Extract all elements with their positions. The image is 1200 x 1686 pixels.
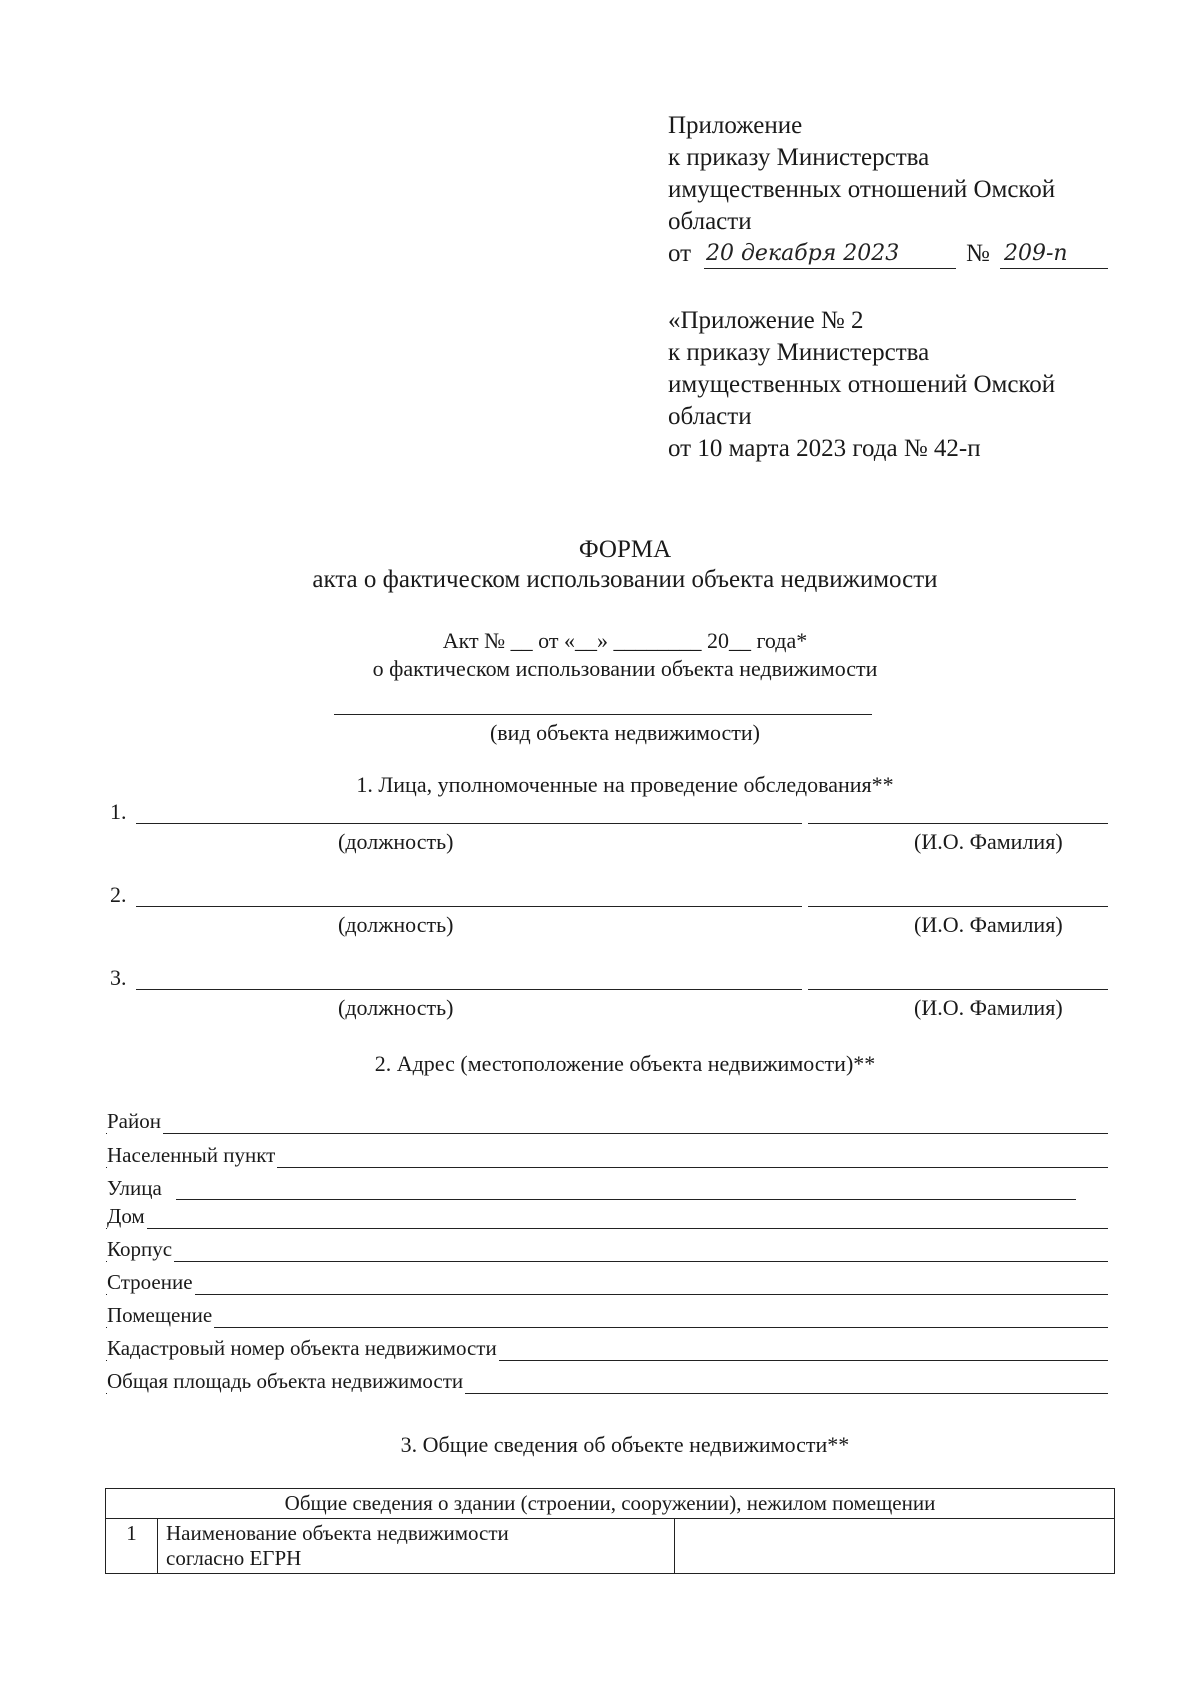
address-label: Строение — [107, 1270, 193, 1294]
address-line[interactable] — [106, 1294, 1108, 1295]
handwritten-number: 209-п — [1004, 241, 1068, 266]
row-name-line2: согласно ЕГРН — [166, 1546, 302, 1570]
name-line[interactable] — [808, 823, 1108, 824]
address-line[interactable] — [176, 1199, 1076, 1200]
address-line[interactable] — [106, 1261, 1108, 1262]
form-title: ФОРМА — [578, 536, 672, 563]
row-number-cell: 1 — [106, 1519, 158, 1574]
act-subject-line: о фактическом использовании объекта недвижимости — [372, 656, 878, 681]
position-line[interactable] — [136, 989, 802, 990]
date-underline — [704, 268, 956, 269]
address-label: Помещение — [107, 1303, 213, 1327]
address-line[interactable] — [106, 1228, 1108, 1229]
row-value-cell[interactable] — [675, 1519, 1115, 1574]
number-underline — [1000, 268, 1108, 269]
handwritten-date: 20 декабря 2023 — [706, 241, 900, 266]
act-number-line: Акт № __ от «__» ________ 20__ года* — [442, 628, 808, 653]
form-subtitle: акта о фактическом использовании объекта недвижимости — [312, 566, 938, 593]
address-line[interactable] — [106, 1327, 1108, 1328]
address-label: Район — [107, 1109, 161, 1133]
table-header-cell: Общие сведения о здании (строении, сооружении), нежилом помещении — [106, 1489, 1115, 1519]
appendix2-line4: области — [668, 403, 752, 430]
appendix-line2: к приказу Министерства — [668, 144, 930, 171]
kind-caption: (вид объекта недвижимости) — [489, 720, 761, 745]
appendix2-line5: от 10 марта 2023 года № 42-п — [668, 435, 981, 462]
appendix-header — [668, 110, 1055, 238]
table-header-row — [106, 1489, 1115, 1519]
appendix-line1: Приложение — [668, 112, 803, 139]
appendix2-line2: к приказу Министерства — [668, 339, 930, 366]
person-number: 3. — [110, 965, 127, 990]
address-label: Улица — [107, 1176, 162, 1200]
address-line[interactable] — [106, 1133, 1108, 1134]
name-caption: (И.О. Фамилия) — [914, 829, 1063, 854]
person-number: 2. — [110, 882, 127, 907]
section1-heading: 1. Лица, уполномоченные на проведение обследования** — [356, 772, 894, 797]
section2-heading: 2. Адрес (местоположение объекта недвижимости)** — [374, 1051, 876, 1076]
address-label: Кадастровый номер объекта недвижимости — [107, 1336, 497, 1360]
appendix-from-label: от — [668, 240, 692, 267]
row-name-cell — [158, 1519, 675, 1574]
address-label: Населенный пункт — [107, 1143, 276, 1167]
address-label: Дом — [107, 1204, 145, 1228]
appendix-number-label: № — [966, 240, 990, 267]
appendix2-line1: «Приложение № 2 — [668, 307, 864, 334]
position-caption: (должность) — [338, 912, 454, 937]
name-line[interactable] — [808, 906, 1108, 907]
position-line[interactable] — [136, 823, 802, 824]
general-info-table — [105, 1488, 1115, 1574]
appendix-line3: имущественных отношений Омской — [668, 176, 1056, 203]
address-label: Общая площадь объекта недвижимости — [107, 1369, 464, 1393]
section3-heading: 3. Общие сведения об объекте недвижимости** — [400, 1432, 850, 1457]
address-label: Корпус — [107, 1237, 173, 1261]
appendix2-line3: имущественных отношений Омской — [668, 371, 1056, 398]
position-line[interactable] — [136, 906, 802, 907]
row-name-line1: Наименование объекта недвижимости — [166, 1521, 509, 1545]
position-caption: (должность) — [338, 995, 454, 1020]
name-caption: (И.О. Фамилия) — [914, 912, 1063, 937]
appendix2-header — [668, 305, 1055, 465]
position-caption: (должность) — [338, 829, 454, 854]
person-number: 1. — [110, 799, 127, 824]
name-caption: (И.О. Фамилия) — [914, 995, 1063, 1020]
table-row — [106, 1519, 1115, 1574]
appendix-line4: области — [668, 208, 752, 235]
name-line[interactable] — [808, 989, 1108, 990]
kind-underline — [334, 714, 872, 715]
